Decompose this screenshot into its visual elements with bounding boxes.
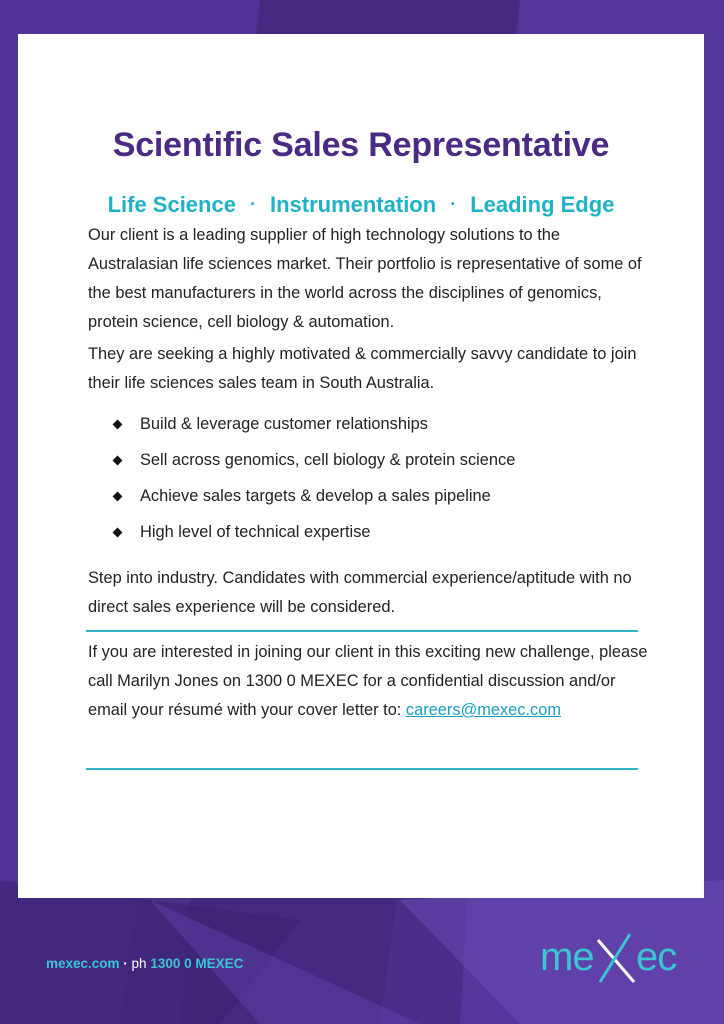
- list-item: [112, 442, 652, 478]
- list-item-text: Achieve sales targets & develop a sales pipeline: [140, 487, 491, 505]
- tag-leading-edge: Leading Edge: [470, 192, 615, 217]
- content-card: [18, 34, 704, 898]
- tag-life-science: Life Science: [107, 192, 236, 217]
- list-item: [112, 406, 652, 442]
- tag-separator: ·: [249, 194, 256, 214]
- list-item-text: High level of technical expertise: [140, 523, 371, 541]
- diamond-bullet-icon: [113, 528, 123, 538]
- website-link[interactable]: mexec.com: [46, 956, 120, 971]
- contact-text: If you are interested in joining our client in this exciting new challenge, please call Marilyn Jones on 1300 0 MEXEC for a confidential discussion and/or email your résumé with your cover letter to:: [88, 643, 648, 719]
- tag-separator: ·: [450, 194, 457, 214]
- footer-contact: [46, 956, 243, 971]
- diamond-bullet-icon: [113, 492, 123, 502]
- tag-instrumentation: Instrumentation: [269, 192, 437, 217]
- list-item: [112, 478, 652, 514]
- list-item-text: Sell across genomics, cell biology & protein science: [140, 451, 516, 469]
- list-item: [112, 514, 652, 550]
- svg-text:me: me: [540, 935, 594, 979]
- requirements-list: [112, 406, 652, 550]
- contact-paragraph: [88, 638, 648, 725]
- industry-paragraph: Step into industry. Candidates with commercial experience/aptitude with no direct sales experience will be considered.: [88, 569, 632, 616]
- page-title: Scientific Sales Representative: [112, 126, 610, 164]
- list-item-text: Build & leverage customer relationships: [140, 415, 428, 433]
- intro-paragraph: Our client is a leading supplier of high technology solutions to the Australasian life sciences market. Their portfolio is representative of some of the best manufacturers in the world across the disciplines of genomics, protein science, cell biology & automation.: [88, 226, 642, 331]
- svg-text:ec: ec: [636, 935, 677, 979]
- diamond-bullet-icon: [113, 420, 123, 430]
- divider-top: [86, 630, 638, 632]
- seeking-paragraph: They are seeking a highly motivated & commercially savvy candidate to join their life sciences sales team in South Australia.: [88, 345, 637, 392]
- phone-number: 1300 0 MEXEC: [150, 956, 244, 971]
- subtitle-tags: [18, 192, 704, 218]
- phone-label: ph: [131, 956, 151, 971]
- email-link[interactable]: careers@mexec.com: [405, 701, 562, 719]
- diamond-bullet-icon: [113, 456, 123, 466]
- footer-dot: ·: [119, 956, 132, 971]
- mexec-logo: [538, 926, 688, 986]
- divider-bottom: [86, 768, 638, 770]
